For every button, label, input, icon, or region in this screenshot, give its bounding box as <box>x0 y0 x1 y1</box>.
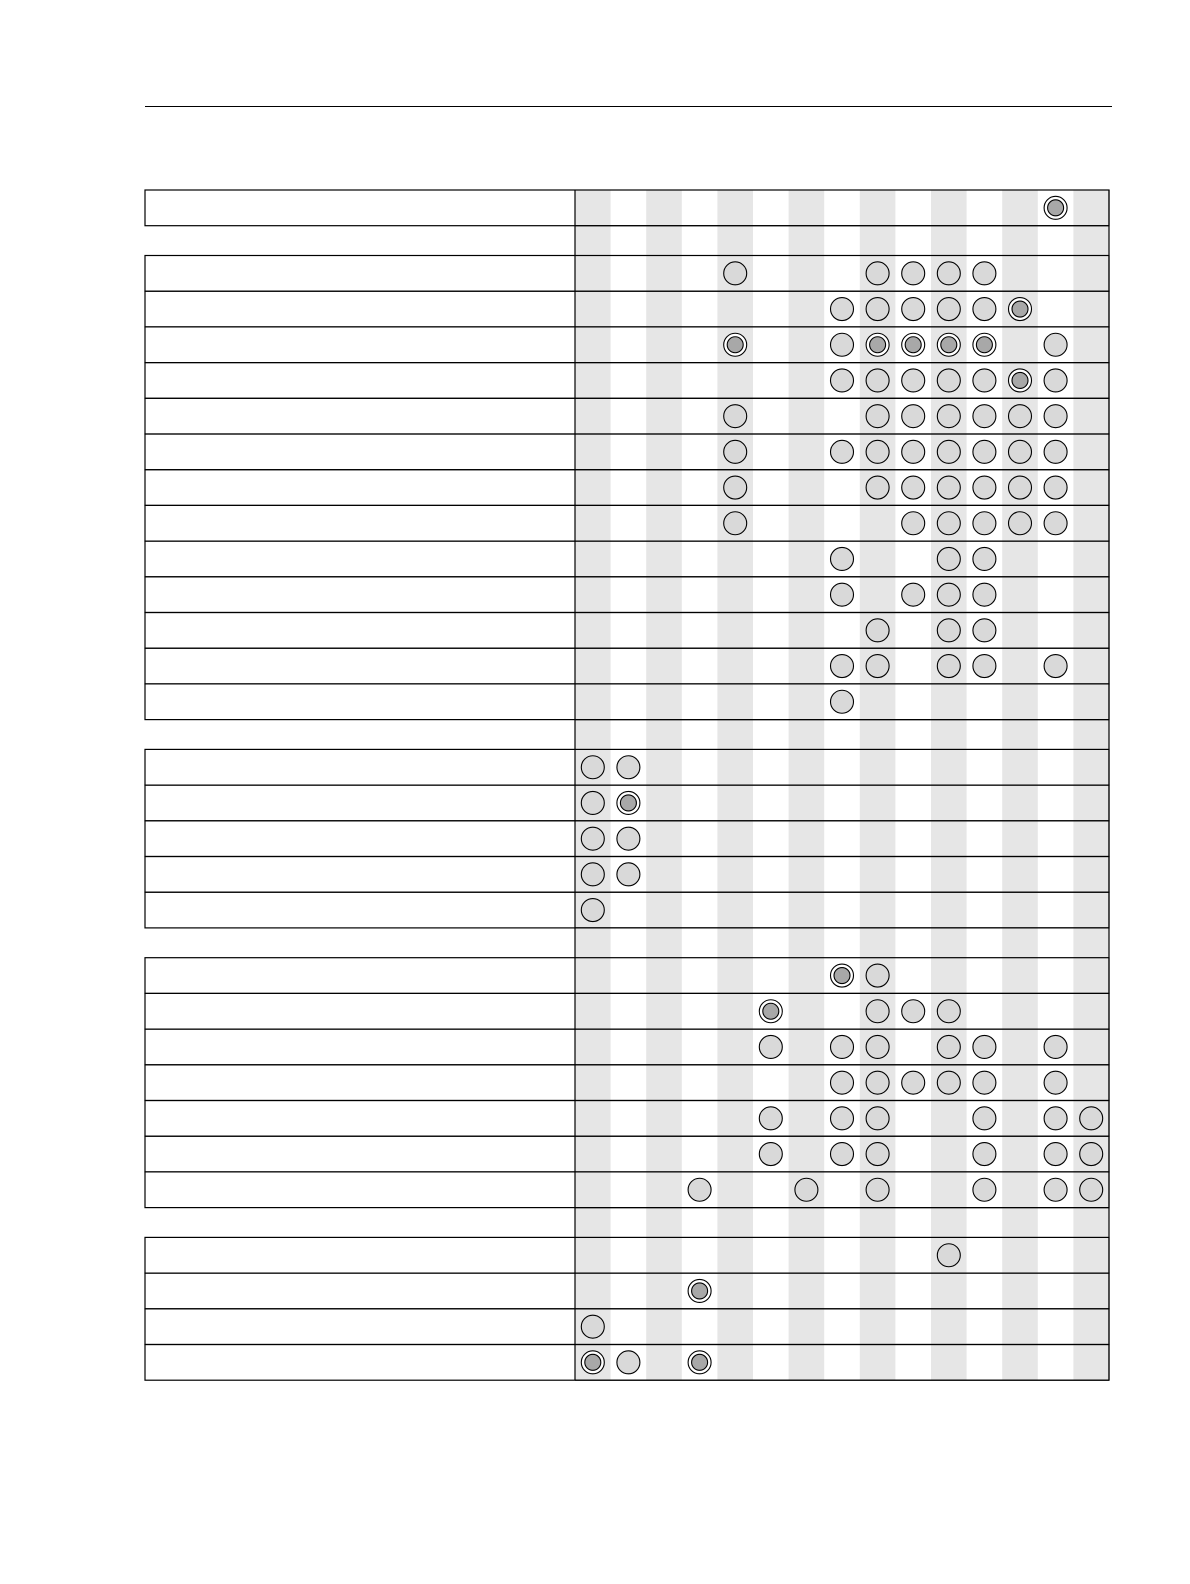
single-circle-mark <box>973 405 996 428</box>
single-circle-mark <box>831 369 854 392</box>
single-circle-mark <box>617 1351 640 1374</box>
single-circle-mark <box>1044 1035 1067 1058</box>
double-circle-inner <box>585 1354 601 1370</box>
single-circle-mark <box>973 369 996 392</box>
double-circle-inner <box>1012 301 1028 317</box>
single-circle-mark <box>1080 1107 1103 1130</box>
single-circle-mark <box>831 298 854 321</box>
single-circle-mark <box>724 405 747 428</box>
single-circle-mark <box>902 512 925 535</box>
single-circle-mark <box>937 655 960 678</box>
single-circle-mark <box>866 369 889 392</box>
single-circle-mark <box>866 964 889 987</box>
single-circle-mark <box>581 791 604 814</box>
single-circle-mark <box>831 655 854 678</box>
single-circle-mark <box>831 333 854 356</box>
single-circle-mark <box>866 1000 889 1023</box>
single-circle-mark <box>937 476 960 499</box>
single-circle-mark <box>1044 512 1067 535</box>
single-circle-mark <box>902 262 925 285</box>
single-circle-mark <box>937 298 960 321</box>
single-circle-mark <box>724 476 747 499</box>
double-circle-inner <box>834 968 850 984</box>
single-circle-mark <box>866 1071 889 1094</box>
single-circle-mark <box>1009 512 1032 535</box>
double-circle-inner <box>727 337 743 353</box>
single-circle-mark <box>902 1071 925 1094</box>
single-circle-mark <box>1044 1143 1067 1166</box>
single-circle-mark <box>866 1178 889 1201</box>
single-circle-mark <box>937 440 960 463</box>
single-circle-mark <box>937 547 960 570</box>
double-circle-inner <box>941 337 957 353</box>
single-circle-mark <box>866 1143 889 1166</box>
single-circle-mark <box>831 1107 854 1130</box>
single-circle-mark <box>581 899 604 922</box>
single-circle-mark <box>1044 369 1067 392</box>
single-circle-mark <box>1044 476 1067 499</box>
single-circle-mark <box>759 1143 782 1166</box>
double-circle-inner <box>870 337 886 353</box>
single-circle-mark <box>937 1244 960 1267</box>
single-circle-mark <box>1080 1178 1103 1201</box>
single-circle-mark <box>1044 405 1067 428</box>
single-circle-mark <box>866 440 889 463</box>
single-circle-mark <box>831 583 854 606</box>
single-circle-mark <box>973 1143 996 1166</box>
single-circle-mark <box>902 298 925 321</box>
double-circle-inner <box>976 337 992 353</box>
single-circle-mark <box>902 405 925 428</box>
single-circle-mark <box>831 1071 854 1094</box>
single-circle-mark <box>831 1035 854 1058</box>
single-circle-mark <box>937 1071 960 1094</box>
single-circle-mark <box>902 476 925 499</box>
single-circle-mark <box>724 440 747 463</box>
single-circle-mark <box>1044 655 1067 678</box>
single-circle-mark <box>581 1315 604 1338</box>
single-circle-mark <box>831 690 854 713</box>
single-circle-mark <box>724 262 747 285</box>
single-circle-mark <box>1009 405 1032 428</box>
single-circle-mark <box>724 512 747 535</box>
single-circle-mark <box>937 1000 960 1023</box>
single-circle-mark <box>973 512 996 535</box>
single-circle-mark <box>581 756 604 779</box>
single-circle-mark <box>973 547 996 570</box>
single-circle-mark <box>795 1178 818 1201</box>
single-circle-mark <box>1044 333 1067 356</box>
single-circle-mark <box>937 1035 960 1058</box>
double-circle-inner <box>763 1003 779 1019</box>
single-circle-mark <box>937 512 960 535</box>
double-circle-inner <box>1012 372 1028 388</box>
single-circle-mark <box>937 369 960 392</box>
double-circle-inner <box>905 337 921 353</box>
single-circle-mark <box>973 1107 996 1130</box>
single-circle-mark <box>866 405 889 428</box>
single-circle-mark <box>1009 476 1032 499</box>
single-circle-mark <box>831 1143 854 1166</box>
single-circle-mark <box>617 863 640 886</box>
single-circle-mark <box>1044 1178 1067 1201</box>
single-circle-mark <box>866 655 889 678</box>
single-circle-mark <box>973 619 996 642</box>
single-circle-mark <box>973 1035 996 1058</box>
single-circle-mark <box>617 756 640 779</box>
single-circle-mark <box>902 583 925 606</box>
single-circle-mark <box>759 1107 782 1130</box>
single-circle-mark <box>973 262 996 285</box>
single-circle-mark <box>1044 1107 1067 1130</box>
double-circle-inner <box>692 1283 708 1299</box>
single-circle-mark <box>866 1107 889 1130</box>
single-circle-mark <box>617 827 640 850</box>
single-circle-mark <box>688 1178 711 1201</box>
single-circle-mark <box>973 1071 996 1094</box>
single-circle-mark <box>937 405 960 428</box>
single-circle-mark <box>1080 1143 1103 1166</box>
single-circle-mark <box>973 476 996 499</box>
single-circle-mark <box>1009 440 1032 463</box>
double-circle-inner <box>692 1354 708 1370</box>
single-circle-mark <box>1044 1071 1067 1094</box>
single-circle-mark <box>902 369 925 392</box>
single-circle-mark <box>973 1178 996 1201</box>
single-circle-mark <box>759 1035 782 1058</box>
single-circle-mark <box>866 619 889 642</box>
single-circle-mark <box>866 1035 889 1058</box>
single-circle-mark <box>973 298 996 321</box>
single-circle-mark <box>866 476 889 499</box>
single-circle-mark <box>902 1000 925 1023</box>
single-circle-mark <box>937 262 960 285</box>
double-circle-inner <box>1048 200 1064 216</box>
single-circle-mark <box>581 827 604 850</box>
double-circle-inner <box>620 795 636 811</box>
single-circle-mark <box>831 547 854 570</box>
single-circle-mark <box>831 440 854 463</box>
single-circle-mark <box>902 440 925 463</box>
single-circle-mark <box>581 863 604 886</box>
single-circle-mark <box>866 298 889 321</box>
single-circle-mark <box>1044 440 1067 463</box>
single-circle-mark <box>973 655 996 678</box>
single-circle-mark <box>937 583 960 606</box>
single-circle-mark <box>973 440 996 463</box>
single-circle-mark <box>973 583 996 606</box>
single-circle-mark <box>937 619 960 642</box>
single-circle-mark <box>866 262 889 285</box>
